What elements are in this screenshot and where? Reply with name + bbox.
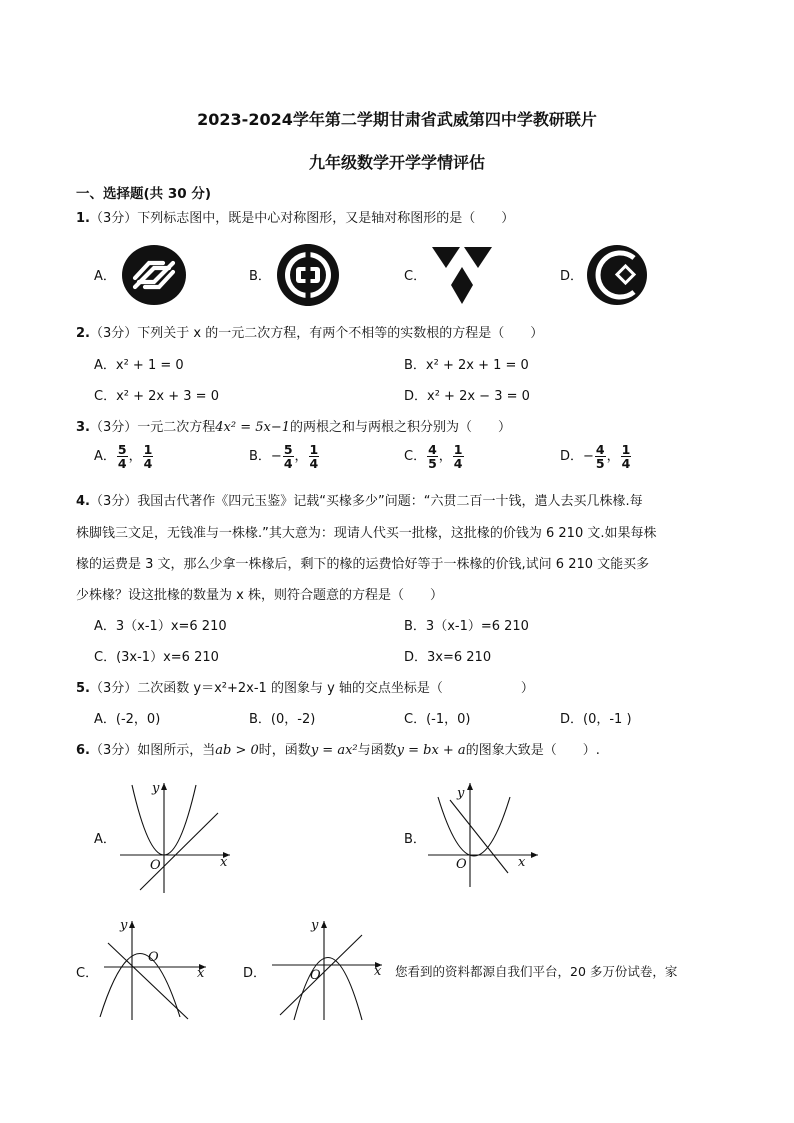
question-4-line-3: 椽的运费是 3 文，那么少拿一株椽后，剩下的椽的运费恰好等于一株椽的价钱,试问 6 210 文能买多 [76, 557, 650, 572]
question-score: （3分） [89, 494, 138, 509]
parabola [294, 958, 362, 1021]
q2-option-c: C．x² + 2x + 3 = 0 [94, 389, 219, 404]
option-sign: − [583, 449, 594, 464]
question-number: 1. [76, 211, 90, 226]
q4-option-a: A．3（x-1）x=6 210 [94, 619, 227, 634]
question-score: （3分） [89, 420, 138, 435]
question-text: 时，函数 [258, 743, 311, 758]
y-axis-arrow [321, 921, 327, 928]
y-axis-label: y [311, 918, 319, 933]
graph-d [262, 915, 392, 1025]
china-mobile-logo-icon [121, 244, 187, 306]
q3-option-b [249, 443, 320, 470]
q6-option-d-label: D． [243, 966, 267, 981]
question-score: （3分） [89, 681, 138, 696]
page-title: 2023-2024学年第二学期甘肃省武威第四中学教研联片 [197, 110, 597, 129]
q1-option-b-label: B． [249, 269, 271, 284]
question-text: 下列关于 x 的一元二次方程，有两个不相等的实数根的方程是（ ） [137, 326, 544, 341]
separator: ， [128, 449, 142, 464]
parabola [100, 954, 180, 1018]
x-axis-label: x [518, 855, 526, 870]
fraction [309, 443, 320, 470]
q1-option-d-label: D． [560, 269, 584, 284]
question-text: 二次函数 y＝x²+2x-1 的图象与 y 轴的交点坐标是（ ） [137, 681, 534, 696]
numerator: 1 [453, 442, 463, 457]
y-axis-label: y [120, 918, 128, 933]
option-label: C． [404, 449, 427, 464]
y-axis-label: y [457, 786, 465, 801]
fraction [143, 443, 154, 470]
fraction [427, 443, 438, 470]
x-axis-arrow [531, 852, 538, 858]
question-2 [76, 322, 543, 341]
question-4 [76, 490, 643, 509]
line [280, 935, 362, 1015]
question-text: 如图所示，当 [137, 743, 216, 758]
parabola [438, 797, 510, 856]
numerator: 1 [621, 442, 631, 457]
question-number: 6. [76, 743, 90, 758]
question-text-line-1: 我国古代著作《四元玉鉴》记载“买椽多少”问题：“六贯二百一十钱，遣人去买几株椽.每 [137, 494, 643, 509]
denominator: 5 [595, 456, 605, 471]
q6-option-b-label: B． [404, 832, 426, 847]
origin-label: O [310, 968, 321, 983]
numerator: 1 [143, 442, 153, 457]
question-4-line-4: 少株椽？设这批椽的数量为 x 株，则符合题意的方程是（ ） [76, 588, 443, 603]
q3-option-a [94, 443, 154, 470]
y-axis-arrow [129, 921, 135, 928]
footer-note: 您看到的资料都源自我们平台，20 多万份试卷，家 [395, 964, 678, 979]
fraction [621, 443, 632, 470]
separator: ， [294, 449, 308, 464]
fraction [453, 443, 464, 470]
numerator: 4 [595, 442, 605, 457]
q1-option-a-label: A． [94, 269, 116, 284]
separator: ， [438, 449, 452, 464]
graph-c [96, 915, 216, 1025]
bank-of-china-logo-icon [275, 243, 341, 307]
graph-a [110, 775, 240, 900]
q5-option-b: B．(0，-2) [249, 712, 316, 727]
question-text-tail: 的两根之和与两根之积分别为（ ） [290, 420, 512, 435]
q2-option-a: A．x² + 1 = 0 [94, 358, 184, 373]
q6-option-c-label: C． [76, 966, 99, 981]
numerator: 4 [428, 442, 437, 457]
denominator: 4 [143, 456, 153, 471]
option-label: D． [560, 449, 584, 464]
question-text: 下列标志图中，既是中心对称图形，又是轴对称图形的是（ ） [137, 211, 515, 226]
question-text: 一元二次方程 [137, 420, 216, 435]
triangle-diamond-logo-icon [430, 245, 494, 305]
graph-b [420, 775, 550, 900]
y-axis-arrow [467, 783, 473, 790]
function-1: y = ax² [310, 743, 358, 758]
q5-option-c: C．(-1，0) [404, 712, 471, 727]
numerator: 5 [117, 442, 127, 457]
line [140, 813, 218, 890]
question-score: （3分） [89, 326, 138, 341]
q3-option-c [404, 443, 465, 470]
q6-option-a-label: A． [94, 832, 116, 847]
origin-label: O [150, 858, 161, 873]
q5-option-d: D．(0，-1 ) [560, 712, 632, 727]
section-header: 一、选择题(共 30 分) [76, 186, 212, 202]
construction-bank-logo-icon [586, 244, 648, 306]
condition: ab > 0 [215, 743, 259, 758]
question-4-line-2: 株脚钱三文足，无钱准与一株椽.”其大意为：现请人代买一批椽，这批椽的价钱为 6 210 文.如果每株 [76, 526, 657, 541]
function-2: y = bx + a [396, 743, 466, 758]
fraction [595, 443, 606, 470]
x-axis-label: x [220, 855, 228, 870]
q4-option-d: D．3x=6 210 [404, 650, 492, 665]
y-axis-arrow [161, 783, 167, 790]
numerator: 1 [309, 442, 319, 457]
q4-option-c: C．(3x-1）x=6 210 [94, 650, 219, 665]
numerator: 5 [283, 442, 293, 457]
option-sign: − [270, 449, 282, 464]
denominator: 4 [283, 456, 293, 471]
x-axis-label: x [197, 966, 205, 981]
question-number: 2. [76, 326, 90, 341]
q2-option-d: D．x² + 2x − 3 = 0 [404, 389, 530, 404]
origin-label: O [148, 950, 159, 965]
q3-option-d [560, 443, 632, 470]
origin-label: O [456, 857, 467, 872]
fraction [117, 443, 128, 470]
y-axis-label: y [152, 781, 160, 796]
question-number: 5. [76, 681, 90, 696]
equation: 4x² = 5x−1 [215, 420, 291, 435]
question-1 [76, 207, 514, 226]
q2-option-b: B．x² + 2x + 1 = 0 [404, 358, 529, 373]
question-number: 4. [76, 494, 90, 509]
question-3 [76, 416, 511, 435]
q1-option-c-label: C． [404, 269, 427, 284]
page-subtitle: 九年级数学开学学情评估 [308, 153, 485, 172]
question-score: （3分） [89, 743, 138, 758]
separator: ， [606, 449, 620, 464]
denominator: 4 [309, 456, 319, 471]
question-number: 3. [76, 420, 90, 435]
denominator: 5 [428, 456, 437, 471]
option-label: B． [249, 449, 271, 464]
question-text: 的图象大致是（ ）. [465, 743, 600, 758]
denominator: 4 [453, 456, 463, 471]
denominator: 4 [621, 456, 631, 471]
question-text: 与函数 [357, 743, 397, 758]
fraction [283, 443, 294, 470]
option-label: A． [94, 449, 116, 464]
question-6 [76, 739, 600, 758]
q4-option-b: B．3（x-1）=6 210 [404, 619, 529, 634]
x-axis-label: x [374, 964, 382, 979]
question-5 [76, 677, 534, 696]
q5-option-a: A．(-2，0) [94, 712, 161, 727]
question-score: （3分） [89, 211, 138, 226]
denominator: 4 [117, 456, 127, 471]
